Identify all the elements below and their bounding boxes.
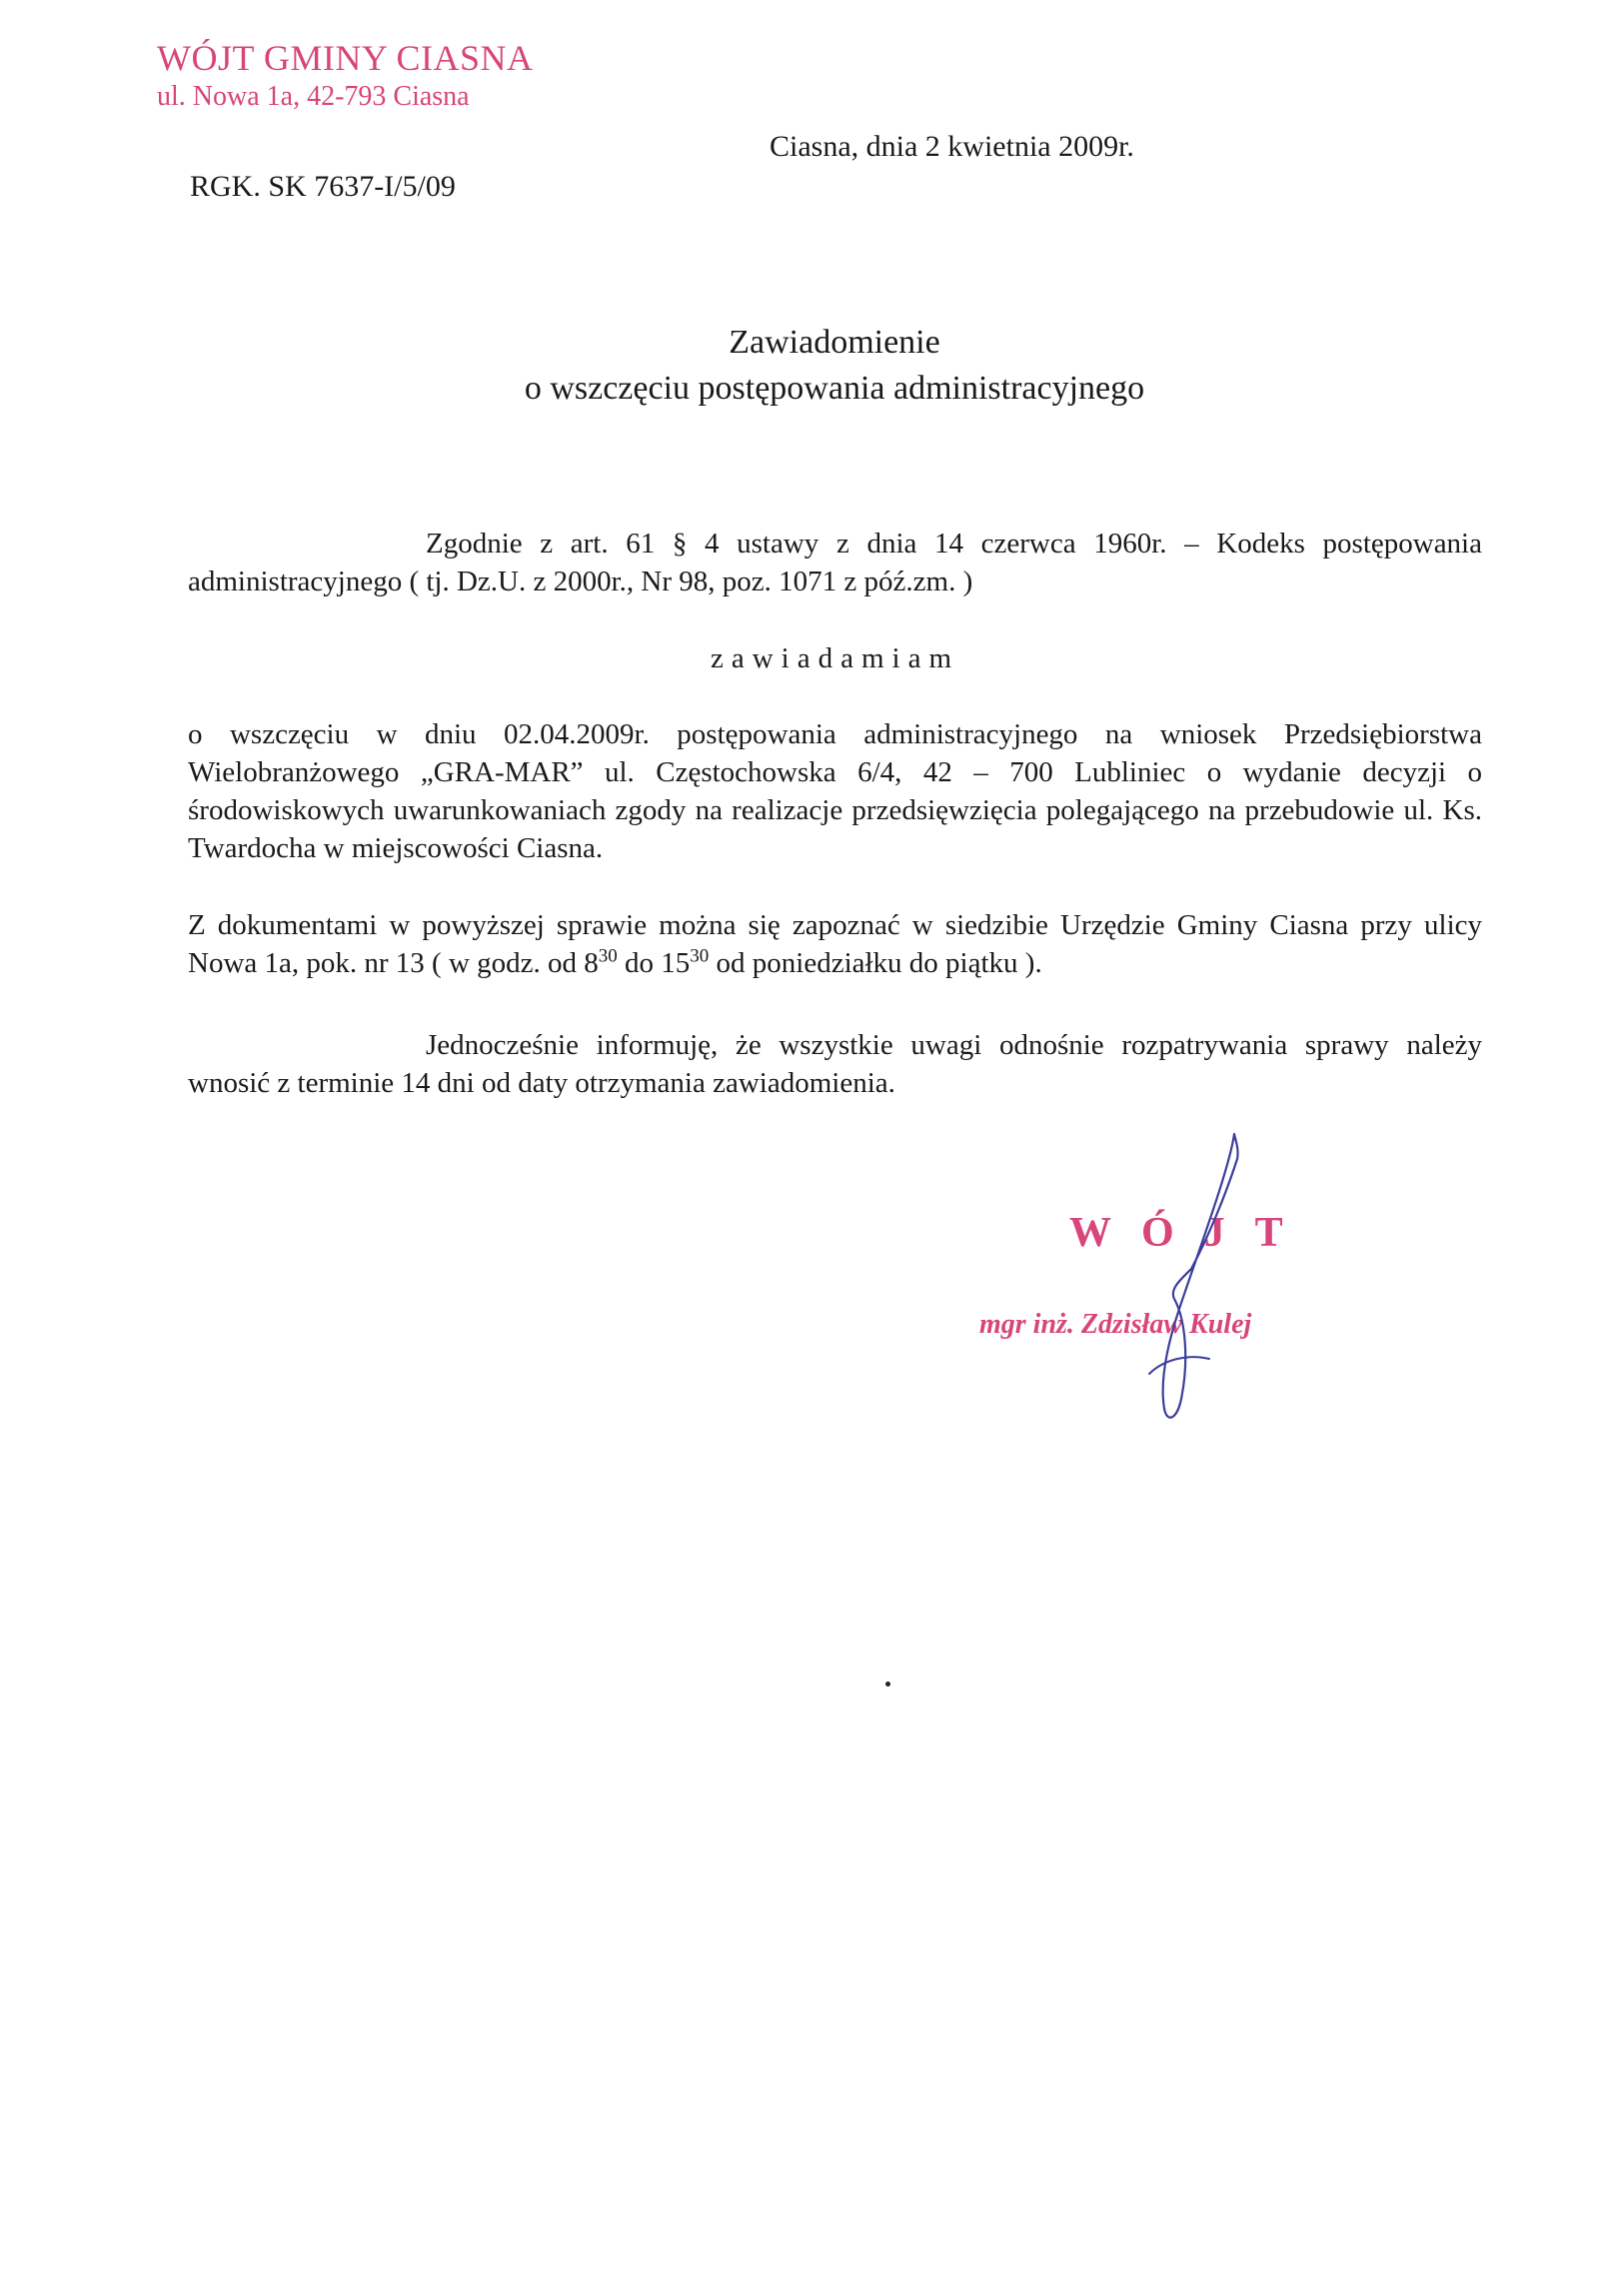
- stamp-name: mgr inż. Zdzisław Kulej: [979, 1309, 1252, 1340]
- documents-paragraph: [188, 906, 1482, 982]
- proceeding-paragraph: o wszczęciu w dniu 02.04.2009r. postępowania administracyjnego na wniosek Przedsiębiorstwa Wielobranżowego „GRA-MAR” ul. Częstochowska 6/4, 42 – 700 Lubliniec o wydanie decyzji o środowiskowych uwarunkowaniach zgody na realizacje przedsięwzięcia polegającego na przebudowie ul. Ks. Twardocha w miejscowości Ciasna.: [188, 718, 1482, 864]
- remarks-paragraph: Jednocześnie informuję, że wszystkie uwagi odnośnie rozpatrywania sprawy należy wnosić z terminie 14 dni od daty otrzymania zawiadomienia.: [188, 1029, 1482, 1099]
- reference-number: RGK. SK 7637-I/5/09: [190, 170, 456, 203]
- document-title: [0, 320, 1622, 412]
- title-line-1: Zawiadomienie: [729, 324, 940, 361]
- documents-text-mid: do 15: [617, 947, 691, 979]
- stamp-title: WÓJT: [1069, 1210, 1313, 1256]
- date-line: Ciasna, dnia 2 kwietnia 2009r.: [770, 130, 1134, 163]
- office-address: ul. Nowa 1a, 42-793 Ciasna: [157, 81, 470, 112]
- legal-basis-paragraph: Zgodnie z art. 61 § 4 ustawy z dnia 14 czerwca 1960r. – Kodeks postępowania administracyjnego ( tj. Dz.U. z 2000r., Nr 98, poz. 1071 z póź.zm. ): [188, 528, 1482, 597]
- hours-from-superscript: 30: [598, 945, 618, 967]
- documents-text-start: Z dokumentami w powyższej sprawie można się zapoznać w siedzibie Urzędzie Gminy Ciasna przy ulicy Nowa 1a, pok. nr 13 ( w godz. od 8: [188, 909, 1482, 979]
- office-stamp: [157, 36, 534, 114]
- speck: [885, 1682, 890, 1687]
- office-name: WÓJT GMINY CIASNA: [157, 38, 534, 78]
- handwritten-signature: [1089, 1129, 1259, 1429]
- documents-text-end: od poniedziałku do piątku ).: [709, 947, 1042, 979]
- hours-to-superscript: 30: [690, 945, 710, 967]
- title-line-2: o wszczęciu postępowania administracyjnego: [524, 370, 1145, 407]
- notice-word: zawiadamiam: [710, 642, 960, 674]
